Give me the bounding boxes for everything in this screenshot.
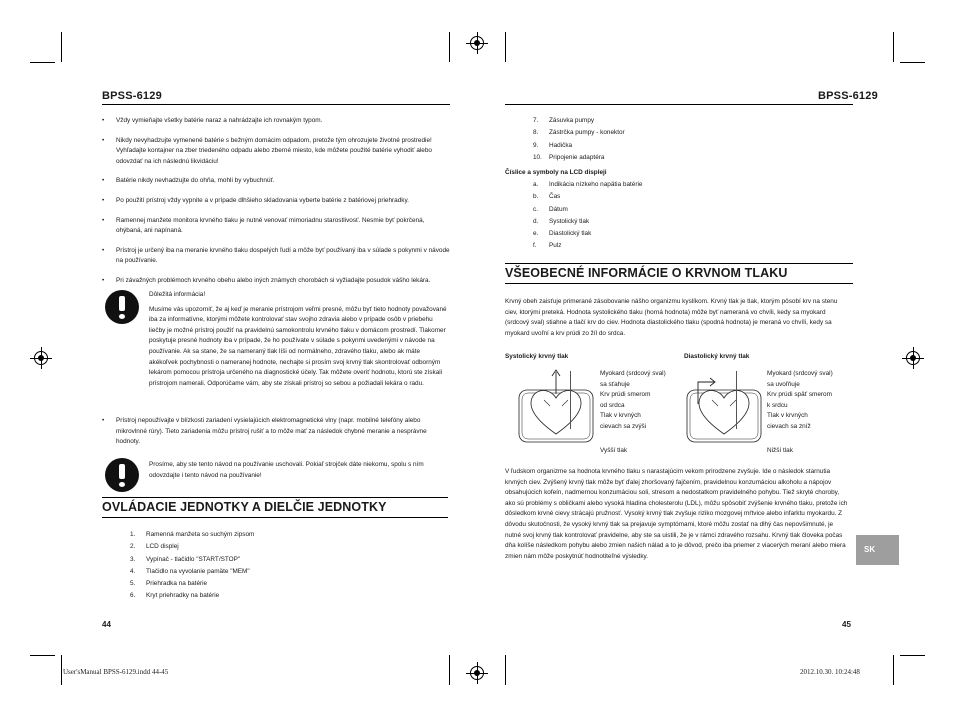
list-item: d. Systolický tlak [533, 217, 590, 225]
systolic-bottom-label: Vyšší tlak [600, 447, 628, 454]
list-item: 8. Zástrčka pumpy - konektor [533, 129, 625, 137]
registration-mark-icon [470, 36, 484, 50]
page-number: 44 [102, 620, 111, 629]
parts-list [130, 530, 254, 604]
diastolic-callouts [736, 371, 767, 429]
crop-mark [30, 62, 55, 63]
crop-mark [505, 655, 506, 685]
crop-mark [893, 32, 894, 62]
crop-mark [893, 655, 894, 685]
exclamation-icon [105, 290, 139, 324]
safety-bullet-list-2 [102, 416, 450, 457]
list-item: 3. Vypínač - tlačidlo "START/STOP" [130, 555, 241, 563]
section-heading: OVLÁDACIE JEDNOTKY A DIELČIE JEDNOTKY [102, 500, 387, 514]
list-item: 1. Ramenná manžeta so suchým zipsom [130, 531, 255, 538]
diastolic-title: Diastolický krvný tlak [684, 353, 750, 360]
list-item: • Pri závažných problémoch krvného obehu alebo iných známych chorobách si vyžiadajte posudok vášho lekára. [102, 276, 431, 284]
crop-mark [900, 62, 925, 63]
important-note [105, 290, 450, 410]
crop-mark [61, 655, 62, 685]
note-text: Musíme vás upozorniť, že aj keď je meranie prístrojom veľmi presné, môžu byť tieto hodnoty považované iba za informatívne, ktorými môžete kontrolovať stav svojho zdravia alebo v prípade osôb v priebehu liečby je možné prístroj použiť na pravidelnú samokontrolu krvného tlaku v domácom prostredí. Tlakomer poskytuje presné hodnoty iba v prípade, že ho používate v súlade s pokynmi uvedenými v návode na používanie. Ak sa stane, že sa nameraný tlak líši od normálneho, zdravého tlaku, alebo ak máte akékoľvek pochybnosti o nameranej hodnote, nechajte si prosím svoj krvný tlak skontrolovať odborným lekárom pomocou prístroja určeného na diagnostické účely. Tak môžete overiť hodnotu, ktorú ste získali prístrojom namerali. Odporúčame vám, aby ste získali prístroj so sebou a požiadali lekára o radu. [149, 305, 447, 387]
list-item: • Po použití prístroj vždy vypnite a v prípade dlhšieho skladovania vyberte batérie z batériovej priehradky. [102, 196, 409, 204]
list-item: c. Dátum [533, 205, 568, 213]
section-rule [505, 283, 853, 284]
list-item: • Nikdy nevyhadzujte vymenené batérie s bežným domácim odpadom, pretože tým ohrozujete životné prostredie! Vyhľadajte kontajner na zber triedeného odpadu alebo zberné miesto, kde môžete použité batérie vyhodiť alebo odovzdať na ich následnú likvidáciu! [102, 136, 432, 165]
lcd-title: Číslice a symboly na LCD displeji [505, 169, 607, 176]
registration-mark-icon [470, 666, 484, 680]
diastolic-bottom-label: Nižší tlak [767, 447, 793, 454]
model-label: BPSS-6129 [102, 90, 162, 102]
language-tab: SK [856, 535, 899, 565]
section-rule [102, 517, 448, 518]
section-heading: VŠEOBECNÉ INFORMÁCIE O KRVNOM TLAKU [505, 266, 788, 280]
list-item: b. Čas [533, 193, 561, 201]
crop-mark [30, 655, 55, 656]
list-item: a. Indikácia nízkeho napätia batérie [533, 181, 643, 188]
model-label: BPSS-6129 [818, 90, 878, 102]
list-item: • Prístroj je určený iba na meranie krvného tlaku dospelých ľudí a môže byť používaný iba v súlade s pokynmi v návode na používanie. [102, 246, 450, 265]
list-item: 9. Hadička [533, 141, 573, 149]
crop-mark [449, 655, 450, 685]
systolic-callouts [570, 371, 601, 429]
diastolic-labels: Myokard (srdcový sval) sa uvoľňuje Krv prúdi späť smerom k srdcu Tlak v krvných cievach sa zníž [767, 370, 833, 430]
crop-mark [61, 32, 62, 62]
section-rule [505, 263, 853, 264]
crop-mark [505, 32, 506, 62]
lcd-list [533, 180, 642, 254]
crop-mark [900, 655, 925, 656]
list-item: • Batérie nikdy nevhadzujte do ohňa, mohli by vybuchnúť. [102, 177, 275, 185]
parts-list [533, 116, 625, 165]
exclamation-icon [105, 458, 139, 492]
list-item: 10. Pripojenie adaptéra [533, 153, 605, 161]
header-rule [102, 104, 450, 105]
section-rule [102, 497, 448, 498]
page-number: 45 [842, 620, 851, 629]
note-title: Dôležitá informácia! [149, 291, 206, 298]
list-item: 6. Kryt priehradky na batérie [130, 592, 220, 600]
footer-filename: User'sManual BPSS-6129.indd 44-45 [63, 668, 169, 676]
header-rule [505, 104, 853, 105]
note-text: Prosíme, aby ste tento návod na používanie uschovali. Pokiaľ strojček dáte niekomu, spolu s ním odovzdajte i tento návod na používanie! [149, 461, 424, 479]
list-item: 5. Priehradka na batérie [130, 580, 208, 588]
list-item: 4. Tlačidlo na vyvolanie pamäte "MEM" [130, 567, 250, 575]
safety-bullet-list [102, 116, 450, 296]
list-item: • Ramennej manžete monitora krvného tlaku je nutné venovať mimoriadnu starostlivosť. Nesmie byť pokrčená, ohýbaná, ani napínaná. [102, 216, 425, 235]
list-item: • Vždy vymieňajte všetky batérie naraz a nahrádzajte ich rovnakým typom. [102, 117, 323, 124]
list-item: f. Pulz [533, 242, 562, 250]
body-paragraph: V ľudskom organizme sa hodnota krvného tlaku s narastajúcim vekom prirodzene zvyšuje. Ide o následok starnutia krvných ciev. Zvýšený krvný tlak môže byť ďalej zhoršovaný fajčením, pravidelnou konzumáciou alkoholu a nápojov obsahujúcich kofeín, nadmernou konzumáciou soli, stresom a nedostatkom pravidelného pohybu. Tiež skryté choroby, ako sú problémy s obličkami alebo vysoká hladina cholesterolu (LDL), môžu spôsobiť zvýšenie krvného tlaku, pretože ich dôsledkom krvné cievy strácajú pružnosť. Vysoký krvný tlak zvyšuje riziko mozgovej mŕtvice alebo infarktu myokardu. Z dôvodu skutočnosti, že vysoký krvný tlak sa prejavuje symptómami, ktoré môžu zostať na dlhý čas nepovšimnuté, je nutné svoj krvný tlak kontrolovať pravidelne, aby ste sa uistili, že je v rámci zdravého rozsahu. Krvný tlak človeka počas dňa kolíše následkom pohybu alebo zmien našich nálad a to je dôvod, prečo iba priemer z viacerých meraní alebo miera zmien nám môže poskytnúť hodnotiteľné výsledky. [505, 468, 848, 560]
registration-mark-icon [906, 351, 920, 365]
crop-mark [449, 32, 450, 62]
list-item: • Prístroj nepoužívajte v blízkosti zariadení vysielajúcich elektromagnetické vlny (napr. mobilné telefóny alebo mikrovlnné rúry). Tieto zariadenia môžu prístroj rušiť a to môže mať za následok chybné meranie a nesprávne hodnoty. [102, 417, 427, 446]
list-item: 2. LCD displej [130, 543, 179, 551]
keep-manual-note [105, 458, 450, 494]
registration-mark-icon [34, 351, 48, 365]
systolic-title: Systolický krvný tlak [505, 353, 569, 360]
systolic-labels: Myokard (srdcový sval) sa sťahuje Krv prúdi smerom od srdca Tlak v krvných cievach sa zvýši [600, 370, 666, 430]
list-item: 7. Zásuvka pumpy [533, 117, 595, 124]
intro-paragraph: Krvný obeh zaisťuje primerané zásobovanie nášho organizmu kyslíkom. Krvný tlak je tlak, ktorým pôsobí krv na stenu ciev, ktorými preteká. Hodnota systolického tlaku (horná hodnota) môže byť nameraná vo chvíli, kedy sa myokard (srdcový sval) stiahne a tlačí krv do ciev. Hodnota diastolického tlaku (spodná hodnota) je meraná vo chvíli, kedy sa myokard uvoľní a krv prúdi zo žíl do srdca. [505, 298, 838, 337]
footer-timestamp: 2012.10.30. 10:24:48 [800, 668, 860, 676]
list-item: e. Diastolický tlak [533, 230, 592, 238]
